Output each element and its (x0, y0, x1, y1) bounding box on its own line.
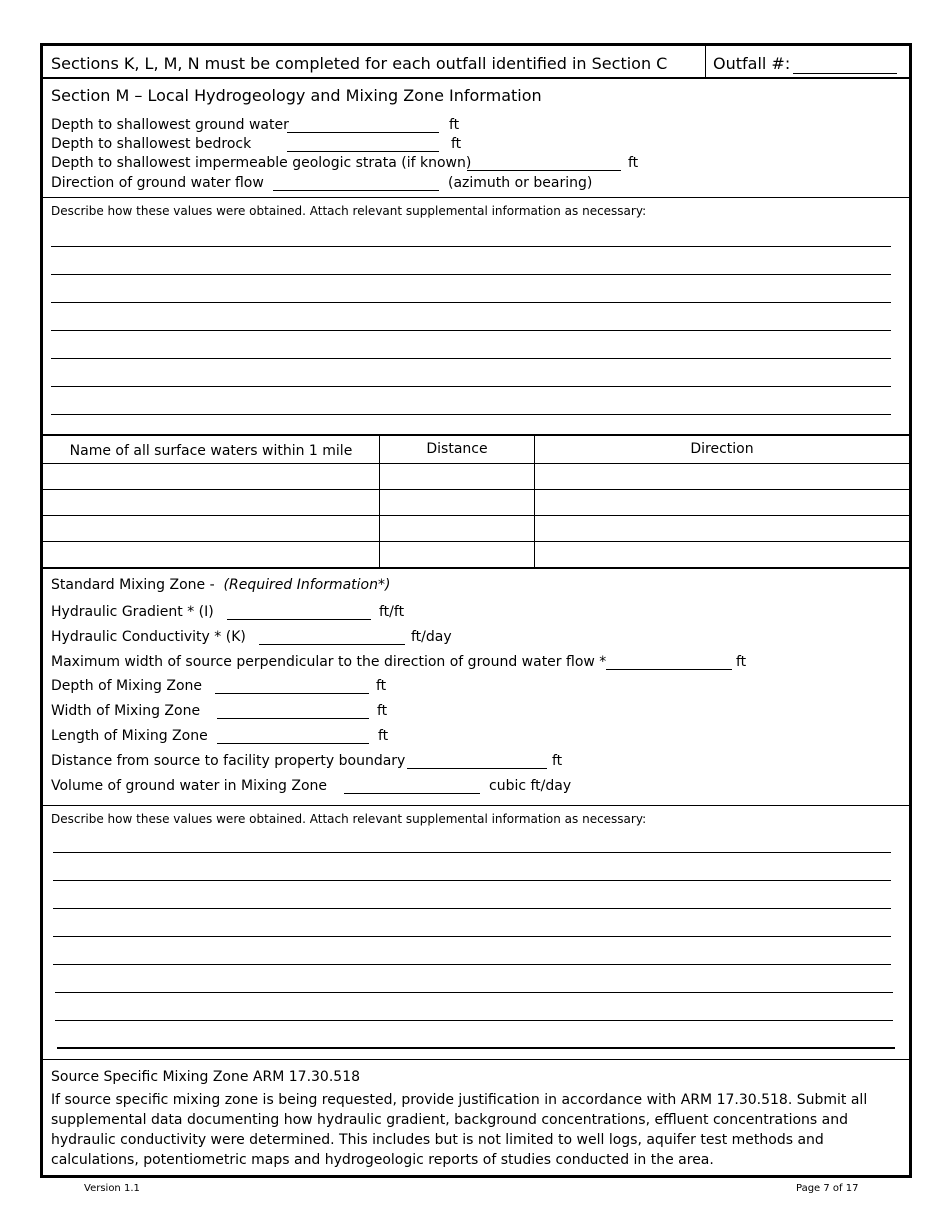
hydraulic-gradient-input[interactable] (227, 602, 371, 620)
table-cell-name-4[interactable] (43, 542, 379, 567)
depth-bedrock-input[interactable] (287, 134, 439, 152)
hydraulic-conductivity-unit: ft/day (411, 629, 452, 645)
max-width-input[interactable] (606, 652, 732, 670)
source-specific-title: Source Specific Mixing Zone ARM 17.30.518 (51, 1069, 361, 1085)
depth-mixing-zone-unit: ft (376, 678, 387, 694)
depth-ground-water-label: Depth to shallowest ground water (51, 117, 289, 133)
section-m-rule (43, 197, 909, 198)
max-width-label: Maximum width of source perpendicular to the direction of ground water flow * (51, 654, 607, 670)
source-specific-body: If source specific mixing zone is being requested, provide justification in accordance with ARM 17.30.518. Submit all supplemental data documenting how hydraulic gradient, background concentrations, effluent concentrations and hydraulic conductivity were determined. This includes but is not limited to well logs, aquifer test methods and calculations, potentiometric maps and hydrogeologic reports of studies conducted in the area. (51, 1092, 868, 1168)
flow-direction-input[interactable] (273, 173, 439, 191)
table-cell-name-1[interactable] (43, 464, 379, 489)
describe-label-1: Describe how these values were obtained. Attach relevant supplemental information as necessary: (51, 204, 647, 218)
instruction-text: Sections K, L, M, N must be completed for each outfall identified in Section C (51, 54, 668, 73)
source-specific-rule (43, 1059, 909, 1060)
max-width-unit: ft (736, 654, 747, 670)
page-number: Page 7 of 17 (796, 1183, 859, 1194)
width-mixing-zone-label: Width of Mixing Zone (51, 703, 201, 719)
length-mixing-zone-label: Length of Mixing Zone (51, 728, 208, 744)
describe-textarea-1[interactable] (51, 226, 891, 422)
form-frame (40, 43, 912, 1178)
standard-mixing-zone-rule (43, 805, 909, 806)
table-cell-distance-4[interactable] (380, 542, 534, 567)
header-divider (705, 46, 706, 77)
table-cell-distance-3[interactable] (380, 516, 534, 541)
hydraulic-gradient-unit: ft/ft (379, 604, 405, 620)
describe-textarea-2[interactable] (53, 836, 895, 1052)
property-boundary-label: Distance from source to facility property boundary (51, 753, 406, 769)
header-direction: Direction (690, 441, 754, 457)
depth-ground-water-input[interactable] (287, 115, 439, 133)
table-cell-distance-2[interactable] (380, 490, 534, 515)
table-cell-direction-4[interactable] (535, 542, 909, 567)
header-distance: Distance (426, 441, 488, 457)
table-cell-distance-1[interactable] (380, 464, 534, 489)
depth-mixing-zone-input[interactable] (215, 676, 369, 694)
table-cell-direction-3[interactable] (535, 516, 909, 541)
table-cell-direction-1[interactable] (535, 464, 909, 489)
table-cell-name-3[interactable] (43, 516, 379, 541)
standard-mixing-zone-title: Standard Mixing Zone - (Required Information*) (51, 577, 391, 593)
version-text: Version 1.1 (84, 1183, 140, 1194)
table-cell-direction-2[interactable] (535, 490, 909, 515)
depth-strata-label: Depth to shallowest impermeable geologic strata (if known) (51, 155, 472, 171)
depth-bedrock-label: Depth to shallowest bedrock (51, 136, 252, 152)
required-info-note: (Required Information*) (223, 577, 391, 593)
hydraulic-conductivity-label: Hydraulic Conductivity * (K) (51, 629, 246, 645)
length-mixing-zone-input[interactable] (217, 726, 369, 744)
hydraulic-conductivity-input[interactable] (259, 627, 405, 645)
volume-ground-water-label: Volume of ground water in Mixing Zone (51, 778, 327, 794)
depth-bedrock-unit: ft (451, 136, 462, 152)
depth-strata-unit: ft (628, 155, 639, 171)
width-mixing-zone-input[interactable] (217, 701, 369, 719)
property-boundary-input[interactable] (407, 751, 547, 769)
depth-ground-water-unit: ft (449, 117, 460, 133)
flow-direction-label: Direction of ground water flow (51, 175, 264, 191)
depth-mixing-zone-label: Depth of Mixing Zone (51, 678, 203, 694)
volume-ground-water-unit: cubic ft/day (489, 778, 572, 794)
describe-label-2: Describe how these values were obtained. Attach relevant supplemental information as necessary: (51, 812, 647, 826)
width-mixing-zone-unit: ft (377, 703, 388, 719)
flow-direction-unit: (azimuth or bearing) (448, 175, 593, 191)
hydraulic-gradient-label: Hydraulic Gradient * (I) (51, 604, 214, 620)
header-name: Name of all surface waters within 1 mile (69, 443, 353, 459)
surface-waters-table (43, 436, 909, 567)
table-bottom-rule (43, 567, 909, 569)
table-cell-name-2[interactable] (43, 490, 379, 515)
header-rule (43, 77, 909, 79)
outfall-number-input[interactable] (793, 52, 897, 74)
outfall-label: Outfall #: (713, 54, 791, 73)
section-m-title: Section M – Local Hydrogeology and Mixing Zone Information (51, 86, 542, 105)
length-mixing-zone-unit: ft (378, 728, 389, 744)
volume-ground-water-input[interactable] (344, 776, 480, 794)
property-boundary-unit: ft (552, 753, 563, 769)
depth-strata-input[interactable] (467, 153, 621, 171)
